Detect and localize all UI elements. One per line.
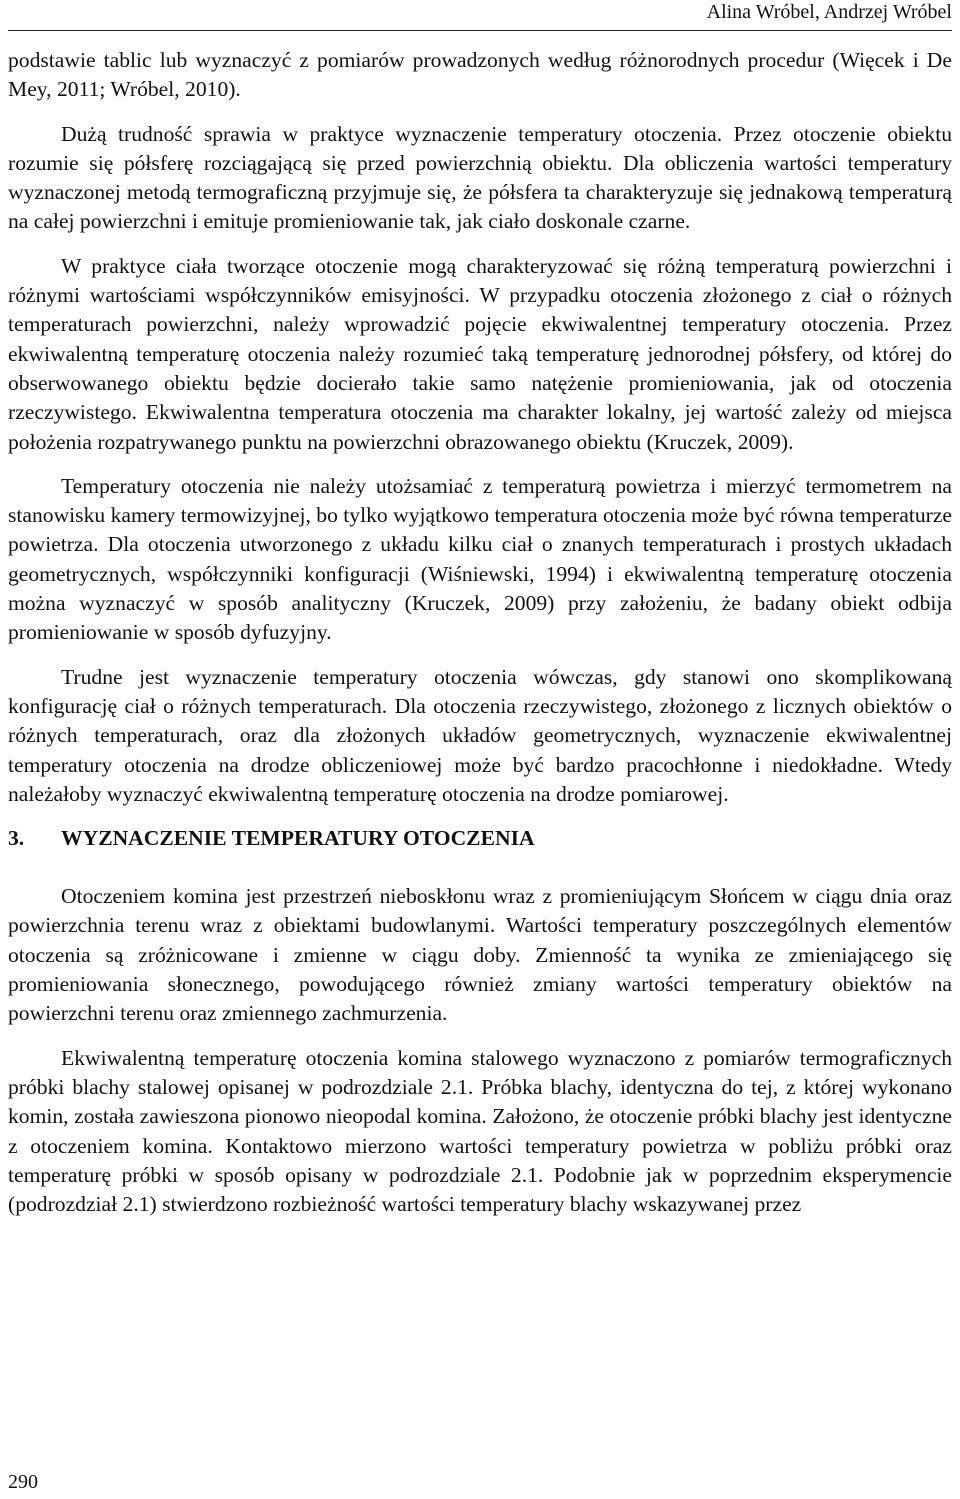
section-title: WYZNACZENIE TEMPERATURY OTOCZENIA bbox=[61, 826, 535, 851]
paragraph: W praktyce ciała tworzące otoczenie mogą charakteryzować się różną temperaturą powierzchni i różnymi wartościami współczynników emisyjności. W przypadku otoczenia złożonego z ciał o różnych temperaturach powierzchni, należy wprowadzić pojęcie ekwiwalentnej temperatury otoczenia. Przez ekwiwalentną temperaturę otoczenia należy rozumieć taką temperaturę jednorodnej półsfery, od której do obserwowanego obiektu będzie docierało takie samo natężenie promieniowania, jak od otoczenia rzeczywistego. Ekwiwalentna temperatura otoczenia ma charakter lokalny, jej wartość zależy od miejsca położenia rozpatrywanego punktu na powierzchni obrazowanego obiektu (Kruczek, 2009). bbox=[8, 253, 952, 454]
section-number: 3. bbox=[8, 826, 25, 851]
running-header bbox=[8, 0, 952, 31]
paragraph: Trudne jest wyznaczenie temperatury otoczenia wówczas, gdy stanowi ono skomplikowaną konfigurację ciał o różnych temperaturach. Dla otoczenia rzeczywistego, złożonego z licznych obiektów o różnych temperaturach, oraz dla złożonych układów geometrycznych, wyznaczenie ekwiwalentnej temperatury otoczenia na drodze obliczeniowej może być bardzo pracochłonne i niedokładne. Wtedy należałoby wyznaczyć ekwiwalentną temperaturę otoczenia na drodze pomiarowej. bbox=[8, 664, 952, 806]
paragraph: Ekwiwalentną temperaturę otoczenia komina stalowego wyznaczono z pomiarów termograficznych próbki blachy stalowej opisanej w podrozdziale 2.1. Próbka blachy, identyczna do tej, z której wykonano komin, została zawieszona pionowo nieopodal komina. Założono, że otoczenie próbki blachy jest identyczne z otoczeniem komina. Kontaktowo mierzono wartości temperatury powietrza w pobliżu próbki oraz temperaturę próbki w sposób opisany w podrozdziale 2.1. Podobnie jak w poprzednim eksperymencie (podrozdział 2.1) stwierdzono rozbieżność wartości temperatury blachy wskazywanej przez bbox=[8, 1045, 952, 1217]
paragraph: Dużą trudność sprawia w praktyce wyznaczenie temperatury otoczenia. Przez otoczenie obiektu rozumie się półsferę rozciągającą się przed powierzchnią obiektu. Dla obliczenia wartości temperatury wyznaczonej metodą termograficzną przyjmuje się, że półsfera ta charakteryzuje się jednakową temperaturą na całej powierzchni i emituje promieniowanie tak, jak ciało doskonale czarne. bbox=[8, 121, 952, 234]
header-authors: Alina Wróbel, Andrzej Wróbel bbox=[706, 1, 952, 23]
paragraph-continuation: podstawie tablic lub wyznaczyć z pomiarów prowadzonych według różnorodnych procedur (Więcek i De Mey, 2011; Wróbel, 2010). bbox=[8, 48, 952, 102]
paragraph: Otoczeniem komina jest przestrzeń nieboskłonu wraz z promieniującym Słońcem w ciągu dnia oraz powierzchnia terenu wraz z obiektami budowlanymi. Wartości temperatury poszczególnych elementów otoczenia są zróżnicowane i zmienne w ciągu doby. Zmienność ta wynika ze zmieniającego się promieniowania słonecznego, powodującego również zmiany wartości temperatury obiektów na powierzchni terenu oraz zmiennego zachmurzenia. bbox=[8, 884, 952, 1026]
paragraph: Temperatury otoczenia nie należy utożsamiać z temperaturą powietrza i mierzyć termometrem na stanowisku kamery termowizyjnej, bo tylko wyjątkowo temperatura otoczenia może być równa temperaturze powietrza. Dla otoczenia utworzonego z układu kilku ciał o znanych temperaturach i prostych układach geometrycznych, współczynniki konfiguracji (Wiśniewski, 1994) i ekwiwalentną temperaturę otoczenia można wyznaczyć w sposób analityczny (Kruczek, 2009) przy założeniu, że badany obiekt odbija promieniowanie w sposób dyfuzyjny. bbox=[8, 473, 952, 645]
page-number: 290 bbox=[8, 1471, 38, 1493]
section-heading bbox=[8, 824, 952, 853]
body-text bbox=[8, 46, 952, 1234]
